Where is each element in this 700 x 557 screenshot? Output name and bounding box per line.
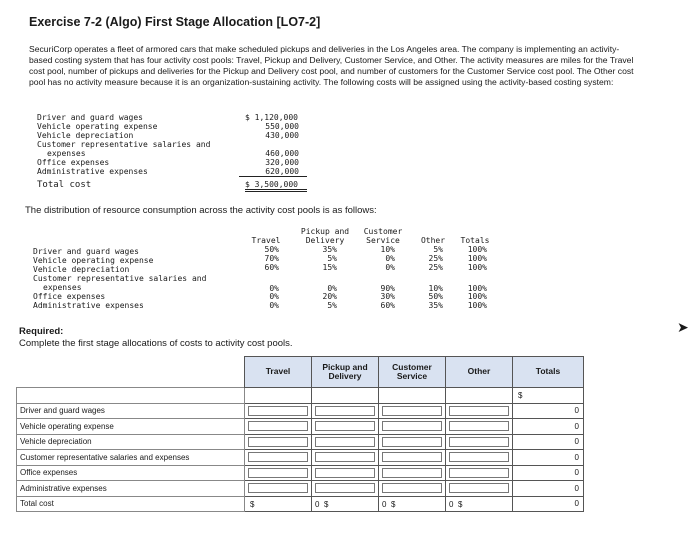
dist-cell: 0% [269, 292, 279, 301]
intro-paragraph: SecuriCorp operates a fleet of armored cars that make scheduled pickups and deliveries in the Los Angeles area. The company is implementing an activity-based costing system that has four activity cost pools: Travel, Pickup and Delivery, Customer Service, and Other. The activity measures are miles for the Travel cost pool, number of pickups and deliveries for the Pickup and Delivery cost pool, and number of customers for the Customer Service cost pool. The Other cost pool has no activity measure because it is an organization-sustaining activity. The following costs will be assigned using the activity-based costing system: [29, 44, 634, 87]
customer-input[interactable] [379, 419, 446, 435]
allocation-grid [16, 356, 584, 512]
dist-cell: 100% [467, 292, 487, 301]
total-value: 0 [315, 499, 320, 509]
customer-input[interactable] [379, 434, 446, 450]
dist-cell: 25% [428, 254, 443, 263]
customer-input[interactable] [379, 465, 446, 481]
customer-input[interactable] [379, 450, 446, 466]
cost-label: Office expenses [37, 158, 110, 167]
dist-cell: 0% [269, 301, 279, 310]
total-customer [379, 496, 446, 512]
grid-row-label: Vehicle operating expense [17, 419, 245, 435]
dist-cell: 100% [467, 245, 487, 254]
grid-spacer [312, 388, 379, 404]
grid-spacer [379, 388, 446, 404]
row-total: 0 [513, 481, 584, 497]
other-input[interactable] [446, 465, 513, 481]
grid-header-other: Other [446, 357, 513, 388]
dist-row-label: Vehicle depreciation [33, 265, 130, 274]
total-pickup [312, 496, 379, 512]
cost-label: expenses [47, 149, 86, 158]
travel-input[interactable] [245, 419, 312, 435]
dist-row-label: Customer representative salaries and [33, 274, 207, 283]
dist-cell: 25% [428, 263, 443, 272]
row-total: 0 [513, 450, 584, 466]
dist-header-pickup-2: Delivery [305, 236, 345, 245]
grid-spacer [245, 388, 312, 404]
table-row [17, 403, 584, 419]
total-value: 0 [382, 499, 387, 509]
cost-row [37, 149, 307, 158]
pickup-input[interactable] [312, 465, 379, 481]
distribution-intro: The distribution of resource consumption across the activity cost pools is as follows: [25, 205, 377, 216]
cost-amount: 460,000 [265, 149, 299, 158]
dist-cell: 0% [385, 254, 395, 263]
dist-cell: 0% [385, 263, 395, 272]
dist-header-travel: Travel [251, 236, 281, 245]
cost-row [37, 140, 307, 149]
dist-row-label: expenses [43, 283, 82, 292]
dist-cell: 0% [327, 284, 337, 293]
dist-cell: 10% [428, 284, 443, 293]
dist-cell: 100% [467, 254, 487, 263]
other-input[interactable] [446, 434, 513, 450]
dist-cell: 35% [428, 301, 443, 310]
required-section [19, 326, 293, 350]
other-input[interactable] [446, 481, 513, 497]
dist-cell: 35% [322, 245, 337, 254]
table-row [17, 419, 584, 435]
travel-input[interactable] [245, 481, 312, 497]
cost-label: Vehicle operating expense [37, 122, 158, 131]
total-other [446, 496, 513, 512]
dist-cell: 5% [327, 301, 337, 310]
table-row [17, 450, 584, 466]
travel-input[interactable] [245, 403, 312, 419]
dist-row-label: Vehicle operating expense [33, 256, 154, 265]
cost-label: Customer representative salaries and [37, 140, 211, 149]
dollar-sign: $ [458, 499, 463, 509]
row-total: 0 [513, 419, 584, 435]
dist-row-label: Driver and guard wages [33, 247, 139, 256]
table-row [17, 465, 584, 481]
cost-total-amount: $ 3,500,000 [245, 180, 307, 192]
pickup-input[interactable] [312, 450, 379, 466]
cost-row [37, 131, 307, 140]
grid-spacer [17, 388, 245, 404]
dist-cell: 30% [380, 292, 395, 301]
dist-header-pickup-1: Pickup and [300, 227, 350, 236]
dist-header-totals: Totals [460, 236, 490, 245]
dollar-sign: $ [324, 499, 329, 509]
travel-input[interactable] [245, 465, 312, 481]
grid-header-row [17, 357, 584, 388]
cost-row [37, 113, 307, 122]
grid-row-label: Customer representative salaries and expenses [17, 450, 245, 466]
customer-input[interactable] [379, 481, 446, 497]
grid-header-totals: Totals [513, 357, 584, 388]
total-travel [245, 496, 312, 512]
dist-cell: 90% [380, 284, 395, 293]
dist-cell: 60% [264, 263, 279, 272]
exercise-title: Exercise 7-2 (Algo) First Stage Allocation [LO7-2] [29, 15, 321, 29]
pickup-input[interactable] [312, 403, 379, 419]
dollar-sign: $ [250, 499, 255, 509]
dist-cell: 100% [467, 284, 487, 293]
distribution-table [33, 227, 503, 317]
grid-spacer [446, 388, 513, 404]
dist-cell: 100% [467, 263, 487, 272]
cost-row [37, 167, 307, 177]
cost-label: Administrative expenses [37, 167, 148, 176]
cost-label: Driver and guard wages [37, 113, 143, 122]
cost-amount: $ 1,120,000 [245, 113, 298, 122]
dist-row-label: Office expenses [33, 292, 106, 301]
dist-cell: 0% [269, 284, 279, 293]
grid-spacer-row [17, 388, 584, 404]
grid-corner [17, 357, 245, 388]
grid-row-label: Vehicle depreciation [17, 434, 245, 450]
dist-cell: 5% [327, 254, 337, 263]
required-text: Complete the first stage allocations of costs to activity cost pools. [19, 338, 293, 349]
dist-cell: 60% [380, 301, 395, 310]
total-row [17, 496, 584, 512]
dist-cell: 5% [433, 245, 443, 254]
cost-row [37, 180, 307, 192]
dist-cell: 50% [264, 245, 279, 254]
pickup-input[interactable] [312, 434, 379, 450]
dist-row-label: Administrative expenses [33, 301, 144, 310]
dollar-sign: $ [391, 499, 396, 509]
dist-header-customer-1: Customer [363, 227, 403, 236]
table-row [17, 434, 584, 450]
pickup-input[interactable] [312, 481, 379, 497]
totals-dollar-sign: $ [518, 391, 523, 400]
cost-amount: 320,000 [265, 158, 299, 167]
required-label: Required: [19, 326, 64, 337]
grid-header-customer: Customer Service [379, 357, 446, 388]
grid-header-travel: Travel [245, 357, 312, 388]
dist-cell: 70% [264, 254, 279, 263]
other-input[interactable] [446, 403, 513, 419]
grid-header-pickup: Pickup and Delivery [312, 357, 379, 388]
grid-spacer [513, 388, 584, 404]
dist-header-other: Other [420, 236, 446, 245]
cost-row [37, 122, 307, 131]
cost-label: Vehicle depreciation [37, 131, 134, 140]
cost-row [37, 158, 307, 167]
mouse-cursor-icon: ➤ [677, 319, 689, 335]
grand-total: 0 [513, 496, 584, 512]
row-total: 0 [513, 434, 584, 450]
grid-row-label: Office expenses [17, 465, 245, 481]
dist-cell: 50% [428, 292, 443, 301]
row-total: 0 [513, 403, 584, 419]
grid-total-label: Total cost [17, 496, 245, 512]
travel-input[interactable] [245, 434, 312, 450]
cost-amount: 620,000 [239, 167, 307, 177]
table-row [17, 481, 584, 497]
cost-total-label: Total cost [37, 180, 92, 190]
travel-input[interactable] [245, 450, 312, 466]
customer-input[interactable] [379, 403, 446, 419]
cost-list [37, 113, 307, 192]
grid-row-label: Administrative expenses [17, 481, 245, 497]
dist-cell: 20% [322, 292, 337, 301]
dist-cell: 15% [322, 263, 337, 272]
pickup-input[interactable] [312, 419, 379, 435]
row-total: 0 [513, 465, 584, 481]
dist-header-customer-2: Service [366, 236, 400, 245]
dist-cell: 10% [380, 245, 395, 254]
other-input[interactable] [446, 419, 513, 435]
cost-amount: 430,000 [265, 131, 299, 140]
cost-amount: 550,000 [265, 122, 299, 131]
total-value: 0 [449, 499, 454, 509]
grid-row-label: Driver and guard wages [17, 403, 245, 419]
other-input[interactable] [446, 450, 513, 466]
dist-cell: 100% [467, 301, 487, 310]
